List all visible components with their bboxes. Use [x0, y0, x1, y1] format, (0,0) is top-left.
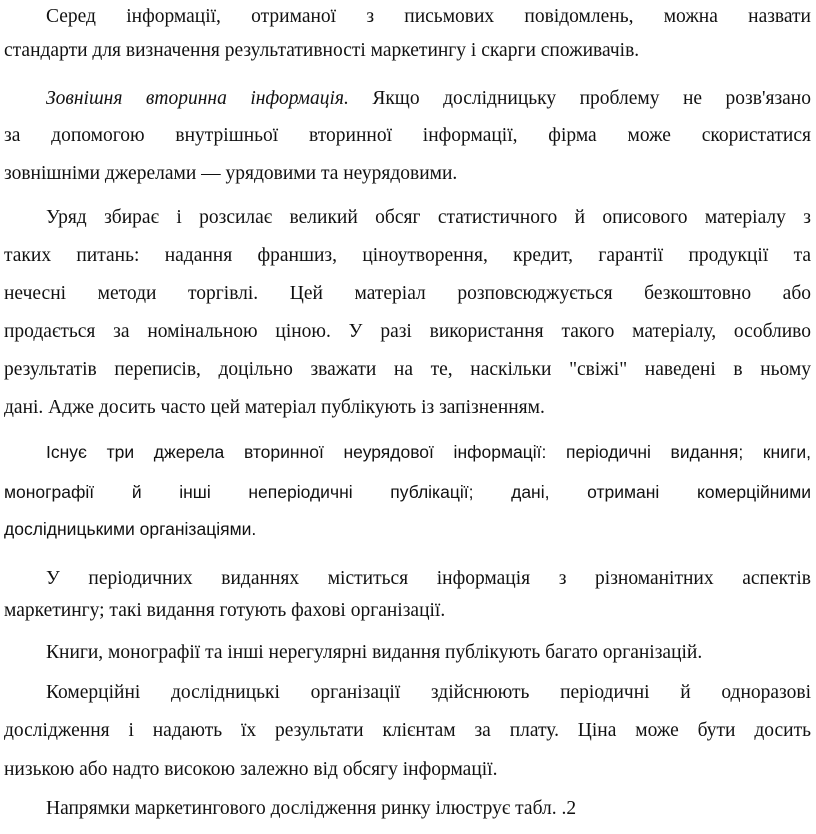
paragraph-2-line-1-text: Якщо дослідницьку проблему не розв'язано: [348, 88, 811, 109]
paragraph-3-line-6: дані. Адже досить часто цей матеріал публікують із запізненням.: [4, 397, 545, 418]
paragraph-7-line-3: низькою або надто високою залежно від обсягу інформації.: [4, 759, 498, 780]
paragraph-7-line-2: дослідження і надають їх результати клієнтам за плату. Ціна може бути досить: [4, 720, 811, 741]
paragraph-3-line-4: продається за номінальною ціною. У разі використання такого матеріалу, особливо: [4, 321, 811, 342]
paragraph-4-line-2: монографії й інші неперіодичні публікації; дані, отримані комерційними: [4, 482, 811, 502]
paragraph-4-line-3: дослідницькими організаціями.: [4, 519, 257, 539]
paragraph-4-line-1: Існує три джерела вторинної неурядової інформації: періодичні видання; книги,: [46, 442, 811, 462]
paragraph-5-line-2: маркетингу; такі видання готують фахові організації.: [4, 600, 446, 621]
paragraph-1-line-2: стандарти для визначення результативності маркетингу і скарги споживачів.: [4, 40, 640, 61]
paragraph-2-line-2: за допомогою внутрішньої вторинної інформації, фірма може скористатися: [4, 125, 811, 146]
paragraph-1-line-1: Серед інформації, отриманої з письмових повідомлень, можна назвати: [46, 6, 811, 27]
paragraph-2-lead-italic: Зовнішня вторинна інформація.: [46, 88, 349, 109]
paragraph-3-line-2: таких питань: надання франшиз, ціноутворення, кредит, гарантії продукції та: [4, 245, 811, 266]
paragraph-3-line-1: Уряд збирає і розсилає великий обсяг статистичного й описового матеріалу з: [46, 207, 811, 228]
paragraph-7-line-1: Комерційні дослідницькі організації здійснюють періодичні й одноразові: [46, 682, 811, 703]
paragraph-8-line-1: Напрямки маркетингового дослідження ринку ілюструє табл. .2: [46, 798, 577, 819]
paragraph-6-line-1: Книги, монографії та інші нерегулярні видання публікують багато організацій.: [46, 642, 703, 663]
paragraph-3-line-5: результатів переписів, доцільно зважати на те, наскільки "свіжі" наведені в ньому: [4, 359, 811, 380]
paragraph-5-line-1: У періодичних виданнях міститься інформація з різноманітних аспектів: [46, 568, 811, 589]
paragraph-3-line-3: нечесні методи торгівлі. Цей матеріал розповсюджується безкоштовно або: [4, 283, 811, 304]
paragraph-2-line-3: зовнішніми джерелами — урядовими та неурядовими.: [4, 163, 458, 184]
paragraph-2-line-1: [46, 86, 811, 112]
